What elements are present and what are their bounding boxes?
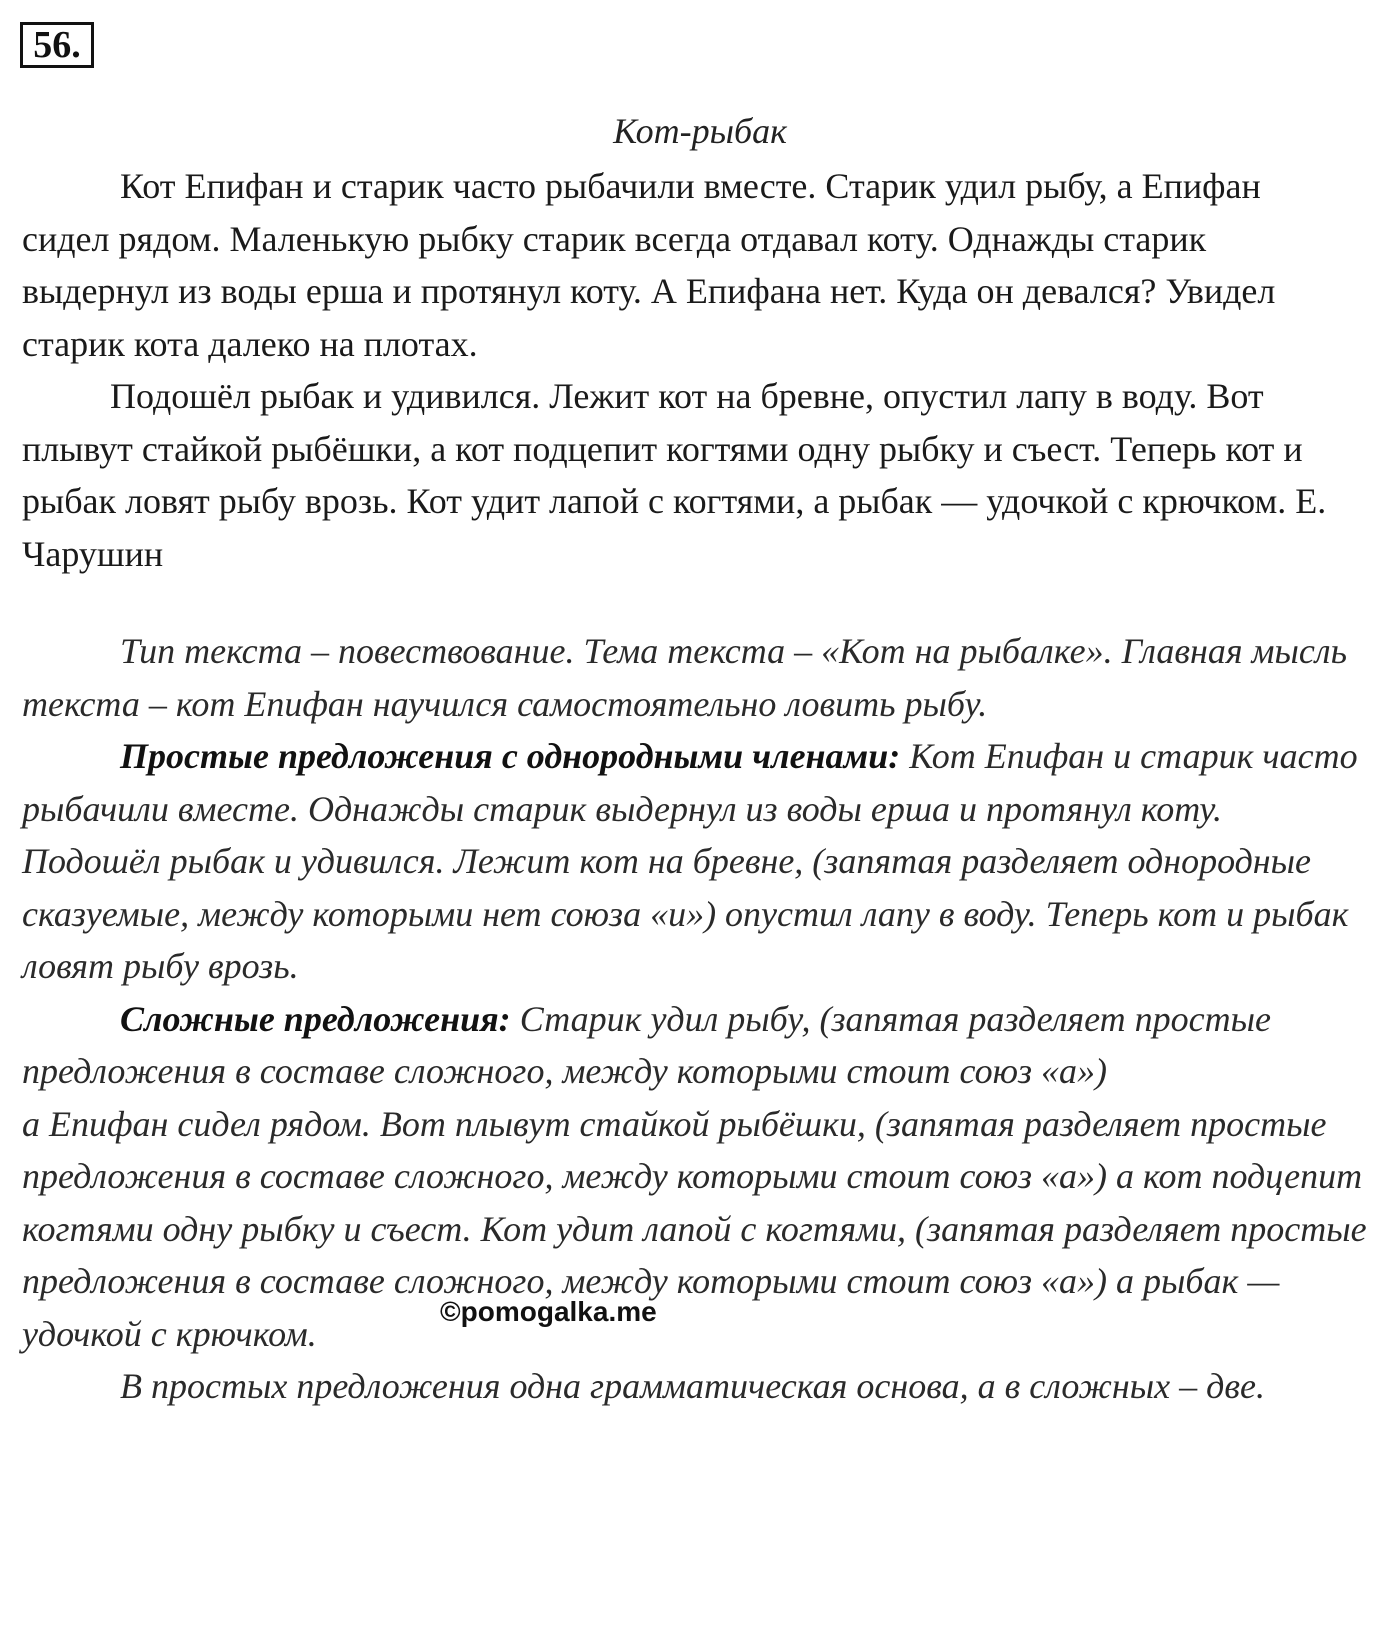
analysis-complex-sentences <box>22 993 1367 1098</box>
story-text <box>22 160 1352 580</box>
analysis-type-theme: Тип текста – повествование. Тема текста – «Кот на рыбалке». Главная мысль текста – кот Епифан научился самостоятельно ловить рыбу. <box>22 631 1347 724</box>
analysis-text <box>22 625 1367 1413</box>
story-paragraph-1: Кот Епифан и старик часто рыбачили вместе. Старик удил рыбу, а Епифан сидел рядом. Маленькую рыбку старик всегда отдавал коту. Однажды старик выдернул из воды ерша и протянул коту. А Епифана нет. Куда он девался? Увидел старик кота далеко на плотах. <box>22 166 1276 364</box>
simple-sentences-label: Простые предложения с однородными членами: <box>120 736 901 776</box>
analysis-conclusion: В простых предложения одна грамматическая основа, а в сложных – две. <box>120 1366 1265 1406</box>
exercise-number: 56. <box>20 22 94 68</box>
analysis-complex-continued: а Епифан сидел рядом. Вот плывут стайкой рыбёшки, (запятая разделяет простые предложения в составе сложного, между которыми стоит союз «а») а кот подцепит когтями одну рыбку и съест. Кот удит лапой с когтями, (запятая разделяет простые предложения в составе сложного, между которыми стоит союз «а») а рыбак — удочкой с крючком. <box>22 1103 1367 1354</box>
analysis-simple-sentences <box>22 730 1367 993</box>
complex-sentences-text: Старик удил рыбу, (запятая разделяет простые предложения в составе сложного, между которыми стоит союз «а») <box>22 998 1271 1091</box>
complex-sentences-label: Сложные предложения: <box>120 998 511 1039</box>
story-paragraph-2: Подошёл рыбак и удивился. Лежит кот на бревне, опустил лапу в воду. Вот плывут стайкой рыбёшки, а кот подцепит когтями одну рыбку и съест. Теперь кот и рыбак ловят рыбу врозь. Кот удит лапой с когтями, а рыбак — удочкой с крючком. Е. Чарушин <box>22 376 1327 574</box>
simple-sentences-text: Кот Епифан и старик часто рыбачили вместе. Однажды старик выдернул из воды ерша и протянул коту. Подошёл рыбак и удивился. Лежит кот на бревне, (запятая разделяет однородные сказуемые, между которыми нет союза «и») опустил лапу в воду. Теперь кот и рыбак ловят рыбу врозь. <box>22 736 1358 986</box>
watermark: ©pomogalka.me <box>440 1296 657 1327</box>
story-title: Кот-рыбак <box>613 111 787 151</box>
